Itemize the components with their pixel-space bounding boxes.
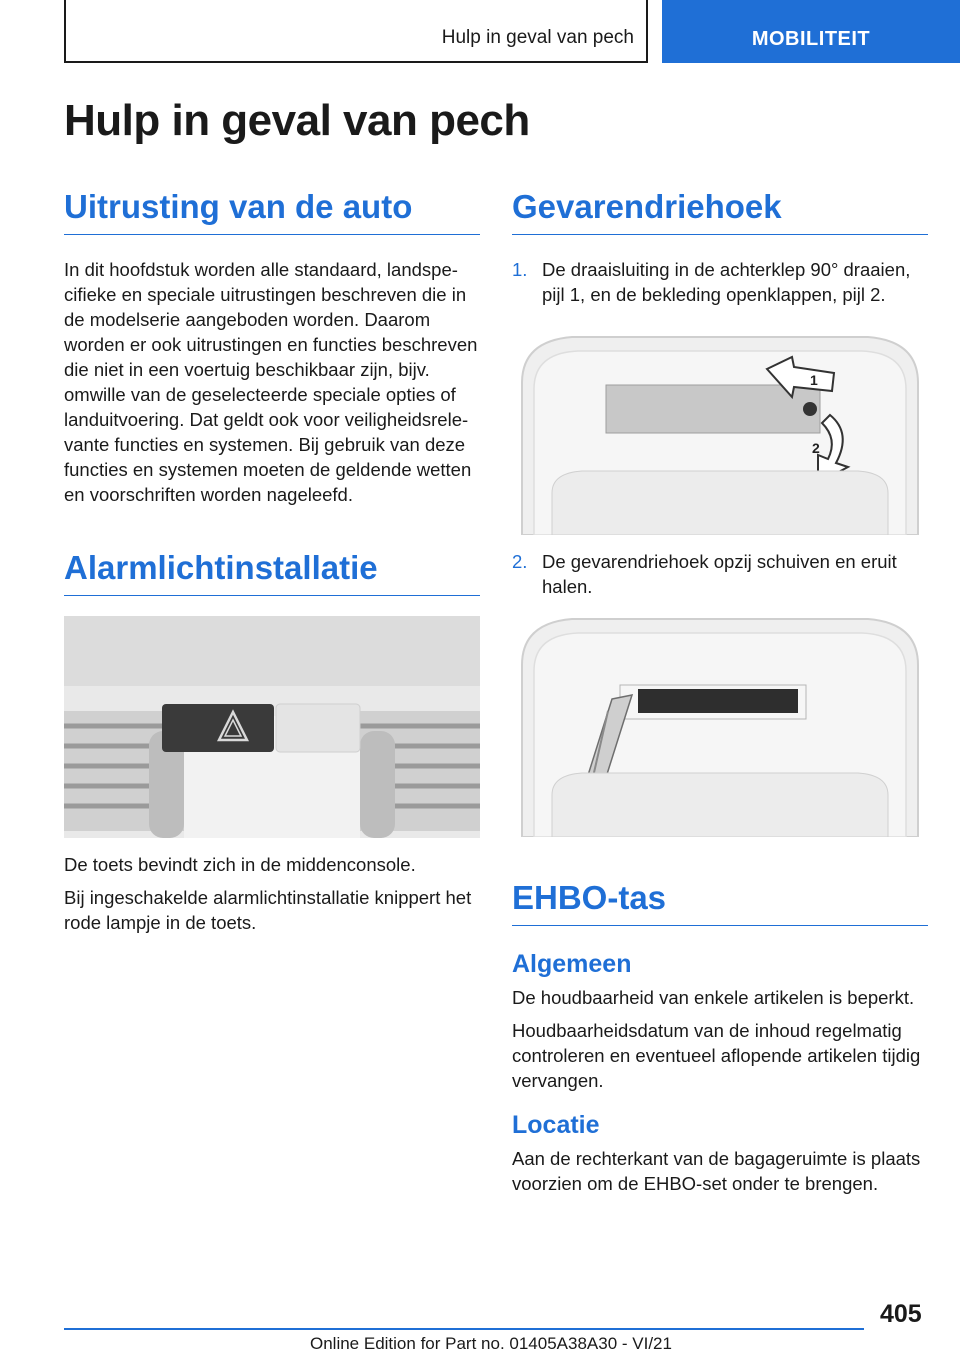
arrow-label-1: 1 <box>810 372 818 388</box>
page-number: 405 <box>880 1300 922 1328</box>
right-column <box>512 188 928 1196</box>
firstaid-heading: EHBO-tas <box>512 879 928 926</box>
arrow-label-2: 2 <box>812 440 820 456</box>
tailgate-figure-2 <box>512 615 928 837</box>
step-1 <box>512 257 928 307</box>
triangle-heading: Gevarendriehoek <box>512 188 928 235</box>
step-2 <box>512 549 928 599</box>
header-section-label: Hulp in geval van pech <box>441 27 634 48</box>
firstaid-location-p1: Aan de rechterkant van de bagageruimte is plaats voorzien om de EHBO-set onder te brengen. <box>512 1148 921 1194</box>
step-1-number: 1. <box>512 259 528 280</box>
equipment-text: In dit hoofdstuk worden alle standaard, landspecifieke en speciale uitrustingen beschreven die in de modelserie aangeboden worden. Daarom worden er ook uitrustingen en functies beschreven die niet in een voertuig beschikbaar zijn, bijv. omwille van de geselecteerde speciale opties of landuitvoering. Dat geldt ook voor veiligheidsrelevante functies en systemen. Bij gebruik van deze functies en systemen moeten de geldende wetten en voorschriften worden nageleefd. <box>64 259 478 505</box>
header-chapter-tab[interactable] <box>662 0 960 63</box>
firstaid-general-p2: Houdbaarheidsdatum van de inhoud regelmatig controleren en eventueel aflopende artikelen tijdig vervangen. <box>512 1020 921 1091</box>
firstaid-location-heading: Locatie <box>512 1111 600 1139</box>
hazard-button-figure <box>64 616 480 838</box>
hazard-button <box>162 704 274 752</box>
header-chapter-label: MOBILITEIT <box>751 28 871 50</box>
page-title: Hulp in geval van pech <box>64 96 530 145</box>
air-vent-right <box>360 711 480 838</box>
firstaid-general-heading: Algemeen <box>512 950 632 978</box>
hazard-heading: Alarmlichtinstallatie <box>64 549 480 596</box>
left-column <box>64 188 480 935</box>
step-2-text: De gevarendriehoek opzij schuiven en eruit halen. <box>542 551 897 597</box>
footer-edition: Online Edition for Part no. 01405A38A30 - VI/21 <box>310 1334 672 1353</box>
tailgate-figure-1 <box>512 323 928 535</box>
firstaid-general-p1: De houdbaarheid van enkele artikelen is beperkt. <box>512 987 915 1008</box>
header-section <box>64 0 648 63</box>
hazard-blink-text: Bij ingeschakelde alarmlichtinstallatie knippert het rode lampje in de toets. <box>64 887 472 933</box>
hazard-location-text: De toets bevindt zich in de middenconsole. <box>64 854 416 875</box>
step-1-text: De draaisluiting in de achterklep 90° draaien, pijl 1, en de bekleding openklappen, pijl 2. <box>542 259 911 305</box>
footer-divider <box>64 1328 864 1330</box>
equipment-heading: Uitrusting van de auto <box>64 188 480 235</box>
step-2-number: 2. <box>512 551 528 572</box>
